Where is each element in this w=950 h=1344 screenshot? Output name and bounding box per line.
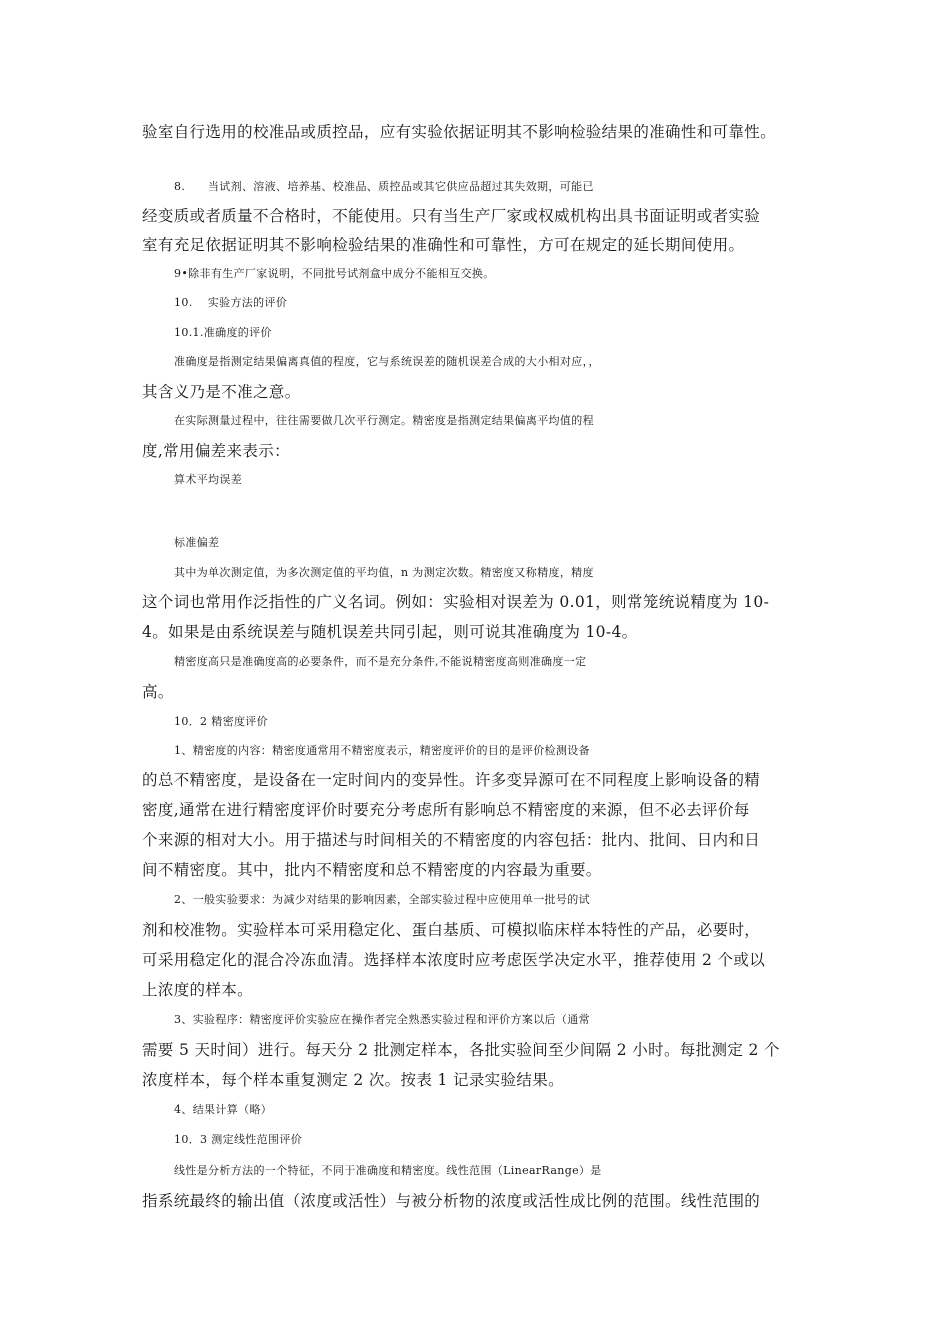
text-line: 间不精密度。其中，批内不精密度和总不精密度的内容最为重要。 — [142, 861, 602, 879]
section-heading: 10．3 测定线性范围评价 — [174, 1133, 303, 1146]
text-line: 精密度高只是准确度高的必要条件，而不是充分条件,不能说精密度高则准确度一定 — [174, 655, 587, 668]
text-line: 这个词也常用作泛指性的广义名词。例如：实验相对误差为 0.01，则常笼统说精度为 10- — [142, 593, 770, 611]
section-heading: 10. 实验方法的评价 — [174, 296, 288, 309]
text-line: 准确度是指测定结果偏离真值的程度，它与系统误差的随机误差合成的大小相对应，， — [174, 355, 600, 368]
text-line: 线性是分析方法的一个特征，不同于准确度和精密度。线性范围（LinearRange）是 — [174, 1164, 602, 1177]
text-line: 1、精密度的内容：精密度通常用不精密度表示，精密度评价的目的是评价检测设备 — [174, 744, 590, 757]
text-line: 其中为单次测定值，为多次测定值的平均值，n 为测定次数。精密度又称精度，精度 — [174, 566, 594, 579]
text-line: 验室自行选用的校准品或质控品，应有实验依据证明其不影响检验结果的准确性和可靠性。 — [142, 123, 777, 141]
text-line: 在实际测量过程中，往往需要做几次平行测定。精密度是指测定结果偏离平均值的程 — [174, 414, 594, 427]
text-line: 密度,通常在进行精密度评价时要充分考虑所有影响总不精密度的来源，但不必去评价每 — [142, 801, 750, 819]
text-line: 室有充足依据证明其不影响检验结果的准确性和可靠性，方可在规定的延长期间使用。 — [142, 236, 745, 254]
text-line: 浓度样本，每个样本重复测定 2 次。按表 1 记录实验结果。 — [142, 1071, 564, 1089]
text-line: 指系统最终的输出值（浓度或活性）与被分析物的浓度或活性成比例的范围。线性范围的 — [142, 1192, 761, 1210]
text-line: 剂和校准物。实验样本可采用稳定化、蛋白基质、可模拟临床样本特性的产品，必要时， — [142, 921, 761, 939]
text-line: 可采用稳定化的混合冷冻血清。选择样本浓度时应考虑医学决定水平，推荐使用 2 个或以 — [142, 951, 766, 969]
section-heading: 10．2 精密度评价 — [174, 715, 268, 728]
text-line: 上浓度的样本。 — [142, 981, 253, 999]
text-line: 3、实验程序：精密度评价实验应在操作者完全熟悉实验过程和评价方案以后（通常 — [174, 1013, 590, 1026]
text-line: 高。 — [142, 683, 174, 701]
text-line: 2、一般实验要求：为减少对结果的影响因素，全部实验过程中应使用单一批号的试 — [174, 893, 590, 906]
text-line: 标准偏差 — [174, 536, 220, 549]
text-line: 的总不精密度，是设备在一定时间内的变异性。许多变异源可在不同程度上影响设备的精 — [142, 771, 761, 789]
text-line: 其含义乃是不准之意。 — [142, 383, 301, 401]
text-line: 4、结果计算（略） — [174, 1103, 273, 1116]
text-line: 需要 5 天时间）进行。每天分 2 批测定样本，各批实验间至少间隔 2 小时。每批测定 2 个 — [142, 1041, 780, 1059]
text-line: 4。如果是由系统误差与随机误差共同引起，则可说其准确度为 10-4。 — [142, 623, 638, 641]
text-line: 8. 当试剂、溶液、培养基、校准品、质控品或其它供应品超过其失效期，可能已 — [174, 180, 594, 193]
text-line: 度,常用偏差来表示： — [142, 442, 290, 460]
text-line: 经变质或者质量不合格时，不能使用。只有当生产厂家或权威机构出具书面证明或者实验 — [142, 207, 761, 225]
text-line: 9•除非有生产厂家说明，不同批号试剂盒中成分不能相互交换。 — [174, 267, 495, 280]
text-line: 个来源的相对大小。用于描述与时间相关的不精密度的内容包括：批内、批间、日内和日 — [142, 831, 761, 849]
text-line: 算术平均误差 — [174, 473, 243, 486]
section-heading: 10.1.准确度的评价 — [174, 326, 272, 339]
